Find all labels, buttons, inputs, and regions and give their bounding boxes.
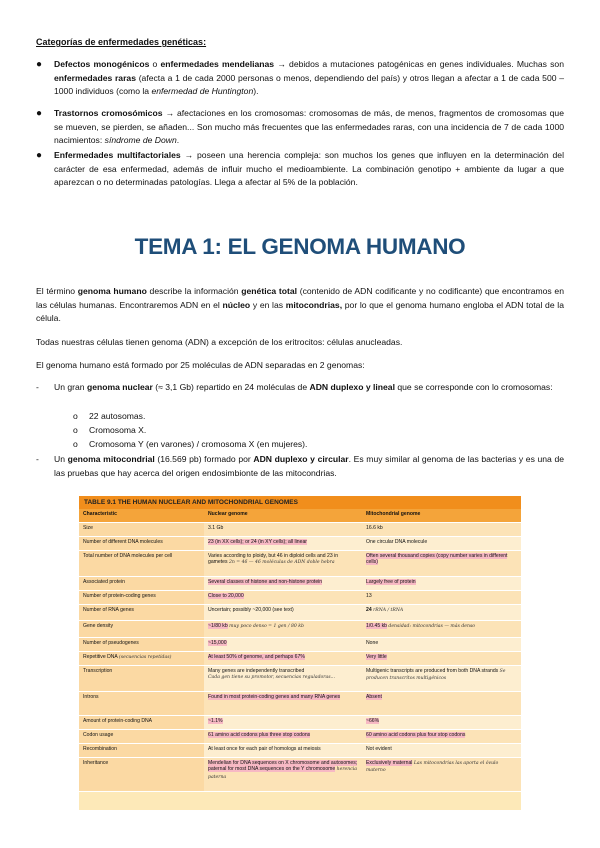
sub-item-x: o Cromosoma X. bbox=[73, 424, 146, 438]
header-nuclear: Nuclear genome bbox=[204, 509, 362, 523]
list-item-multifactorial: ● Enfermedades multifactoriales → poseen una herencia compleja: son muchos los genes que influyen en la determinación del carácter de esa enfermedad, además de influir mucho el medioambiente. La combinación genotipo + ambiente da lugar a que aparezcan o no determinadas patologías. Llega a afectar al 5% de la población. bbox=[36, 150, 564, 188]
table-row: Transcription Many genes are independently transcribed Cada gen tiene su promotor, secuencias reguladoras... Multigenic transcripts are produced from both DNA strands Se producen transcritos multigénicos bbox=[79, 666, 521, 692]
header-mito: Mitochondrial genome bbox=[362, 509, 521, 523]
circle-bullet-icon: o bbox=[73, 439, 78, 449]
table-title: TABLE 9.1 THE HUMAN NUCLEAR AND MITOCHONDRIAL GENOMES bbox=[79, 496, 521, 509]
table-header-row bbox=[79, 509, 521, 523]
circle-bullet-icon: o bbox=[73, 411, 78, 421]
list-item-mito-genome: - Un genoma mitocondrial (16.569 pb) formado por ADN duplexo y circular. Es muy similar al genoma de las bacterias y es una de las pruebas que hay acerca del origen endosimbionte de las mitocondrias. bbox=[36, 454, 565, 478]
table-row: Total number of DNA molecules per cell Varies according to ploidy, but 46 in diploid cells and 23 in gametes 2n = 46 — 46 moléculas de ADN doble hebra Often several thousand copies (copy number varies in different cells) bbox=[79, 551, 521, 577]
bullet-icon: ● bbox=[36, 150, 43, 161]
header-characteristic: Characteristic bbox=[79, 509, 204, 523]
table-row: Recombination At least once for each pair of homologs at meiosis Not evident bbox=[79, 744, 521, 758]
bullet-icon: ● bbox=[36, 59, 43, 70]
genome-table bbox=[79, 509, 521, 792]
dash-icon: - bbox=[36, 382, 39, 392]
paragraph-genome-definition: El término genoma humano describe la información genética total (contenido de ADN codificante y no codificante) que encontramos en las células humanas. Encontraremos ADN en el núcleo y en las mitocondrias, por lo que el genoma humano engloba el ADN total de la célula. bbox=[36, 286, 564, 324]
section-title: Categorías de enfermedades genéticas: bbox=[36, 37, 207, 47]
list-item-monogenic: ● Defectos monogénicos o enfermedades mendelianas → debidos a mutaciones patogénicas en genes individuales. Muchas son enfermedades raras (afecta a 1 de cada 2000 personas o menos, dependiendo del país) y otros llegan a afectar a 1 de cada 500 – 1000 individuos (como la enfermedad de Huntington). bbox=[36, 59, 564, 97]
circle-bullet-icon: o bbox=[73, 425, 78, 435]
table-row: Size 3.1 Gb 16.6 kb bbox=[79, 523, 521, 537]
table-row: Codon usage 61 amino acid codons plus three stop codons 60 amino acid codons plus four stop codons bbox=[79, 730, 521, 744]
table-row: Inheritance Mendelian for DNA sequences on X chromosome and autosomes; paternal for most DNA sequences on the Y chromosome herencia paterna Exclusively maternal Las mitocondrias las aporta el óvulo materno bbox=[79, 758, 521, 792]
list-item-nuclear-genome: - Un gran genoma nuclear (≈ 3,1 Gb) repartido en 24 moléculas de ADN duplexo y lineal que se corresponde con lo cromosomas: bbox=[36, 381, 564, 395]
table-row: Repetitive DNA (secuencias repetidas) At least 50% of genome, and perhaps 67% Very little bbox=[79, 652, 521, 666]
table-row: Amount of protein-coding DNA ~1.1% ~66% bbox=[79, 716, 521, 730]
table-row: Introns Found in most protein-coding genes and many RNA genes Absent bbox=[79, 692, 521, 716]
dash-icon: - bbox=[36, 454, 39, 464]
table-row: Associated protein Several classes of histone and non-histone protein Largely free of protein bbox=[79, 577, 521, 591]
sub-item-y: o Cromosoma Y (en varones) / cromosoma X (en mujeres). bbox=[73, 438, 307, 452]
bullet-icon: ● bbox=[36, 108, 43, 119]
chapter-heading: TEMA 1: EL GENOMA HUMANO bbox=[134, 234, 466, 259]
table-row: Gene density ~1/80 kb muy poco denso = 1 gen / 80 kb 1/0.45 kb densidad: mitocondrias — más denso bbox=[79, 621, 521, 638]
paragraph-25-molecules: El genoma humano está formado por 25 moléculas de ADN separadas en 2 genomas: bbox=[36, 360, 365, 370]
table-row: Number of different DNA molecules 23 (in XX cells); or 24 (in XY cells); all linear One circular DNA molecule bbox=[79, 537, 521, 551]
genome-comparison-table-image bbox=[79, 496, 521, 810]
table-row: Number of RNA genes Uncertain; possibly ~20,000 (see text) 24 rRNA / tRNA bbox=[79, 605, 521, 621]
paragraph-erythrocytes: Todas nuestras células tienen genoma (ADN) a excepción de los eritrocitos: células anucleadas. bbox=[36, 337, 403, 347]
table-row: Number of pseudogenes ~15,000 None bbox=[79, 638, 521, 652]
list-item-chromosomal: ● Trastornos cromosómicos → afectaciones en los cromosomas: cromosomas de más, de menos, fragmentos de cromosomas que se mueven, se pierden, se añaden... Son mucho más frecuentes que las enfermedades raras, con una incidencia de 7 de cada 1000 nacimientos: síndrome de Down. bbox=[36, 108, 564, 146]
table-row: Number of protein-coding genes Close to 20,000 13 bbox=[79, 591, 521, 605]
sub-item-autosomes: o 22 autosomas. bbox=[73, 410, 145, 424]
